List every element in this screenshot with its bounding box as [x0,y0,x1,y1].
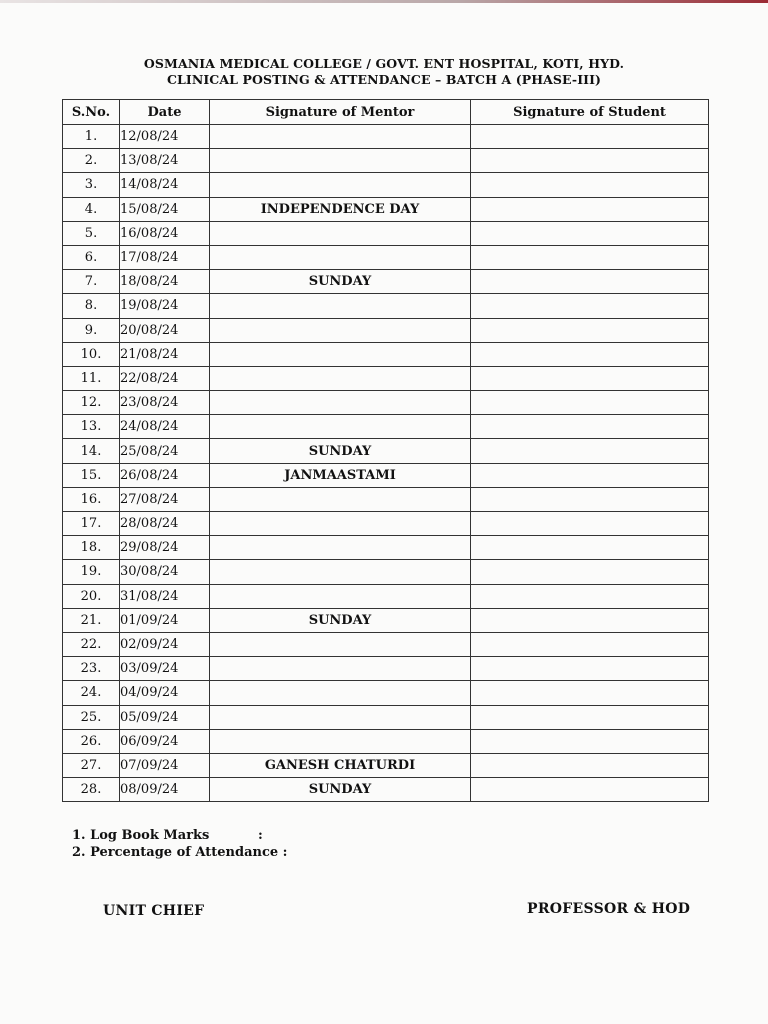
student-signature-cell [471,608,709,632]
mentor-signature-cell [210,245,471,269]
row-serial-number: 17. [63,512,120,536]
mentor-signature-cell [210,512,471,536]
table-row [63,415,709,439]
mentor-signature-cell [210,584,471,608]
row-date: 08/09/24 [120,778,210,802]
unit-chief-signature-label: UNIT CHIEF [103,903,205,919]
row-date: 01/09/24 [120,608,210,632]
table-row [63,221,709,245]
mentor-signature-cell [210,391,471,415]
student-signature-cell [471,391,709,415]
row-date: 27/08/24 [120,487,210,511]
log-book-marks-colon: : [258,828,263,843]
row-date: 21/08/24 [120,342,210,366]
row-serial-number: 14. [63,439,120,463]
row-serial-number: 27. [63,753,120,777]
row-date: 26/08/24 [120,463,210,487]
attendance-table [62,99,709,802]
student-signature-cell [471,125,709,149]
row-date: 24/08/24 [120,415,210,439]
table-row [63,753,709,777]
row-date: 04/09/24 [120,681,210,705]
student-signature-cell [471,318,709,342]
row-date: 28/08/24 [120,512,210,536]
student-signature-cell [471,512,709,536]
row-date: 13/08/24 [120,149,210,173]
row-serial-number: 28. [63,778,120,802]
row-date: 29/08/24 [120,536,210,560]
student-signature-cell [471,632,709,656]
document-title: OSMANIA MEDICAL COLLEGE / GOVT. ENT HOSPITAL, KOTI, HYD. [143,56,625,71]
attendance-percentage-label: 2. Percentage of Attendance : [72,845,288,860]
table-row [63,270,709,294]
student-signature-cell [471,560,709,584]
row-date: 19/08/24 [120,294,210,318]
student-signature-cell [471,536,709,560]
mentor-signature-cell: GANESH CHATURDI [210,753,471,777]
mentor-signature-cell [210,729,471,753]
table-row [63,173,709,197]
row-date: 18/08/24 [120,270,210,294]
table-row [63,487,709,511]
mentor-signature-cell: SUNDAY [210,778,471,802]
table-row [63,705,709,729]
column-header-date: Date [120,100,210,125]
table-row [63,560,709,584]
student-signature-cell [471,221,709,245]
table-row [63,512,709,536]
table-row [63,681,709,705]
table-row [63,729,709,753]
table-row [63,391,709,415]
table-row [63,608,709,632]
student-signature-cell [471,753,709,777]
row-serial-number: 11. [63,366,120,390]
row-serial-number: 23. [63,657,120,681]
row-serial-number: 18. [63,536,120,560]
row-serial-number: 7. [63,270,120,294]
table-row [63,294,709,318]
student-signature-cell [471,294,709,318]
row-serial-number: 2. [63,149,120,173]
row-date: 02/09/24 [120,632,210,656]
mentor-signature-cell [210,705,471,729]
row-serial-number: 4. [63,197,120,221]
table-row [63,536,709,560]
table-row [63,463,709,487]
student-signature-cell [471,245,709,269]
table-row [63,149,709,173]
column-header-mentor-signature: Signature of Mentor [210,100,471,125]
row-serial-number: 15. [63,463,120,487]
mentor-signature-cell: SUNDAY [210,608,471,632]
row-serial-number: 9. [63,318,120,342]
mentor-signature-cell [210,221,471,245]
table-row [63,318,709,342]
row-date: 25/08/24 [120,439,210,463]
student-signature-cell [471,270,709,294]
row-serial-number: 12. [63,391,120,415]
row-date: 17/08/24 [120,245,210,269]
row-date: 15/08/24 [120,197,210,221]
mentor-signature-cell [210,560,471,584]
student-signature-cell [471,584,709,608]
mentor-signature-cell: JANMAASTAMI [210,463,471,487]
row-serial-number: 26. [63,729,120,753]
row-serial-number: 8. [63,294,120,318]
row-serial-number: 3. [63,173,120,197]
table-row [63,439,709,463]
student-signature-cell [471,657,709,681]
table-row [63,657,709,681]
mentor-signature-cell: INDEPENDENCE DAY [210,197,471,221]
professor-hod-signature-label: PROFESSOR & HOD [527,901,691,917]
table-row [63,584,709,608]
row-serial-number: 24. [63,681,120,705]
student-signature-cell [471,149,709,173]
row-date: 14/08/24 [120,173,210,197]
mentor-signature-cell [210,632,471,656]
row-serial-number: 1. [63,125,120,149]
mentor-signature-cell [210,657,471,681]
row-date: 23/08/24 [120,391,210,415]
student-signature-cell [471,487,709,511]
student-signature-cell [471,439,709,463]
student-signature-cell [471,778,709,802]
row-date: 31/08/24 [120,584,210,608]
mentor-signature-cell [210,125,471,149]
mentor-signature-cell [210,342,471,366]
student-signature-cell [471,342,709,366]
mentor-signature-cell: SUNDAY [210,270,471,294]
column-header-sno: S.No. [63,100,120,125]
student-signature-cell [471,415,709,439]
table-header-row [63,100,709,125]
row-serial-number: 16. [63,487,120,511]
row-serial-number: 10. [63,342,120,366]
mentor-signature-cell [210,318,471,342]
log-book-marks-label: 1. Log Book Marks [72,828,210,843]
row-date: 03/09/24 [120,657,210,681]
column-header-student-signature: Signature of Student [471,100,709,125]
mentor-signature-cell: SUNDAY [210,439,471,463]
mentor-signature-cell [210,149,471,173]
student-signature-cell [471,173,709,197]
document-subtitle: CLINICAL POSTING & ATTENDANCE – BATCH A (PHASE-III) [166,72,602,87]
student-signature-cell [471,681,709,705]
row-serial-number: 25. [63,705,120,729]
student-signature-cell [471,705,709,729]
mentor-signature-cell [210,173,471,197]
row-date: 16/08/24 [120,221,210,245]
row-date: 12/08/24 [120,125,210,149]
row-serial-number: 19. [63,560,120,584]
row-date: 07/09/24 [120,753,210,777]
mentor-signature-cell [210,366,471,390]
student-signature-cell [471,729,709,753]
page-top-edge [0,0,768,3]
row-date: 06/09/24 [120,729,210,753]
mentor-signature-cell [210,294,471,318]
mentor-signature-cell [210,487,471,511]
table-row [63,342,709,366]
mentor-signature-cell [210,536,471,560]
row-serial-number: 13. [63,415,120,439]
row-serial-number: 21. [63,608,120,632]
row-date: 05/09/24 [120,705,210,729]
mentor-signature-cell [210,681,471,705]
row-date: 22/08/24 [120,366,210,390]
row-serial-number: 20. [63,584,120,608]
row-serial-number: 6. [63,245,120,269]
row-serial-number: 5. [63,221,120,245]
table-row [63,125,709,149]
student-signature-cell [471,197,709,221]
student-signature-cell [471,463,709,487]
student-signature-cell [471,366,709,390]
mentor-signature-cell [210,415,471,439]
row-date: 20/08/24 [120,318,210,342]
table-row [63,778,709,802]
table-row [63,366,709,390]
table-row [63,197,709,221]
table-row [63,632,709,656]
row-serial-number: 22. [63,632,120,656]
row-date: 30/08/24 [120,560,210,584]
table-row [63,245,709,269]
